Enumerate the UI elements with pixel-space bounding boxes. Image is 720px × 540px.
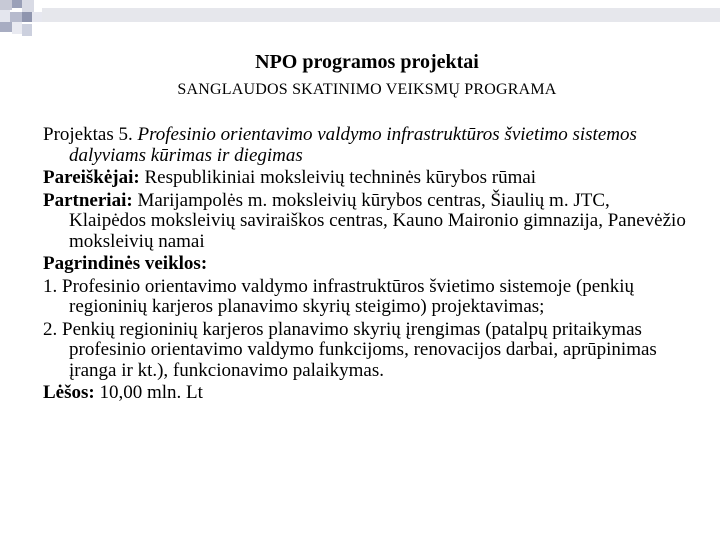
partners-label: Partneriai:: [43, 189, 133, 211]
applicant-line: [43, 168, 688, 189]
project-number: Projektas 5.: [43, 124, 133, 145]
activity-item: 1. Profesinio orientavimo valdymo infrastruktūros švietimo sistemoje (penkių regioninių karjeros planavimo skyrių steigimo) projektavimas;: [43, 275, 635, 317]
funds-value: 10,00 mln. Lt: [99, 382, 203, 403]
partners-line: [43, 191, 688, 253]
funds-label: Lėšos:: [43, 382, 95, 403]
corner-decoration: [0, 0, 720, 40]
activities-label: Pagrindinės veiklos:: [43, 253, 208, 274]
activity-item: 2. Penkių regioninių karjeros planavimo skyrių įrengimas (patalpų pritaikymas profesinio orientavimo valdymo funkcijoms, renovacijos darbai, aprūpinimas įranga ir kt.), funkcionavimo palaikymas.: [43, 318, 657, 381]
partners-value: Marijampolės m. moksleivių kūrybos centras, Šiaulių m. JTC, Klaipėdos moksleivių saviraiškos centras, Kauno Maironio gimnazija, Panevėžio moksleivių namai: [69, 189, 686, 252]
project-line: [43, 125, 688, 166]
activities-heading: [43, 254, 688, 275]
applicant-label: Pareiškėjai:: [43, 167, 140, 188]
funds-line: [43, 383, 688, 404]
project-details: [43, 125, 688, 406]
page-subtitle: SANGLAUDOS SKATINIMO VEIKSMŲ PROGRAMA: [177, 81, 557, 98]
page-title: NPO programos projektai: [255, 51, 479, 73]
applicant-value: Respublikiniai moksleivių techninės kūrybos rūmai: [144, 167, 537, 188]
project-name: Profesinio orientavimo valdymo infrastruktūros švietimo sistemos dalyviams kūrimas ir diegimas: [69, 124, 637, 166]
